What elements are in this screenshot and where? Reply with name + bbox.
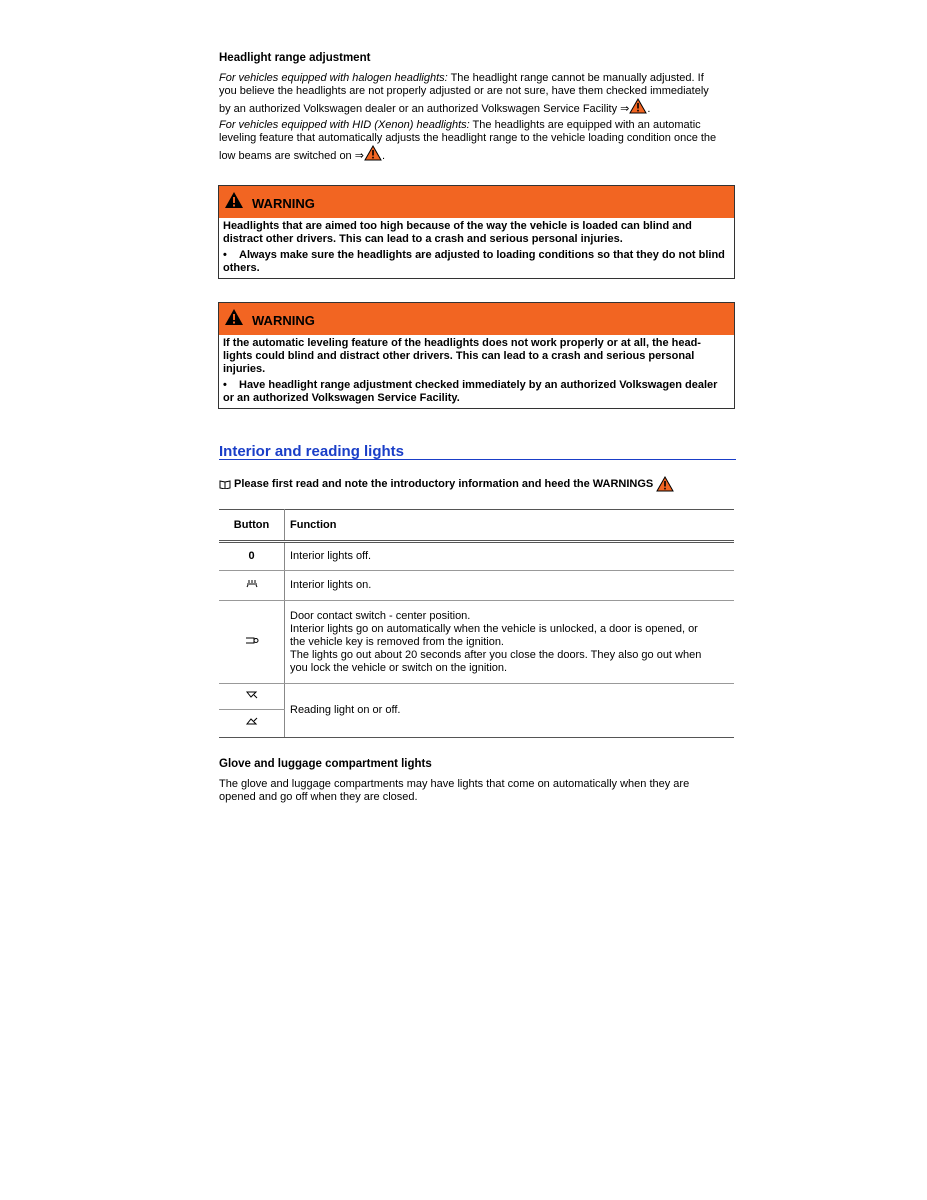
warning-text: Headlights that are aimed too high because of the way the vehicle is loaded can blind and distract other drivers. This can lead to a crash and serious personal injuries.: [223, 220, 692, 245]
warning-bullet: • Always make sure the headlights are adjusted to loading conditions so that they do not blind others.: [223, 249, 725, 274]
halogen-paragraph: [219, 72, 734, 116]
reading-light-icon: [245, 717, 259, 726]
button-symbol-reading-a: [219, 684, 285, 710]
halogen-text-1: The headlight range cannot be manually adjusted. If: [447, 72, 704, 84]
warning-body: [219, 218, 734, 278]
warning-label: WARNING: [252, 313, 315, 328]
warning-label: WARNING: [252, 196, 315, 211]
reading-light-icon: [245, 690, 259, 699]
off-symbol: 0: [248, 550, 255, 562]
halogen-text-2: you believe the headlights are not properly adjusted or are not sure, have them checked immediately: [219, 85, 709, 97]
table-row: [219, 542, 734, 571]
table-row: [219, 684, 734, 710]
intro-text: Please first read and note the introductory information and heed the WARNINGS: [234, 477, 654, 490]
button-symbol-door: [219, 601, 285, 684]
col-header-function: Function: [285, 510, 735, 542]
hid-label: For vehicles equipped with HID (Xenon) headlights:: [219, 119, 470, 131]
period: .: [381, 150, 386, 162]
warning-text: If the automatic leveling feature of the headlights does not work properly or at all, the head-lights could blind and distract other drivers. This can lead to a crash and serious personal injuries.: [223, 337, 701, 375]
halogen-text-3: by an authorized Volkswagen dealer or an authorized Volkswagen Service Facility ⇒: [219, 103, 630, 115]
door-contact-icon: [245, 636, 259, 645]
warning-header: [219, 186, 734, 218]
function-cell: Interior lights off.: [285, 542, 735, 571]
glove-line: opened and go off when they are closed.: [219, 791, 418, 803]
function-line: The lights go out about 20 seconds after you close the doors. They also go out when: [290, 648, 702, 661]
warning-triangle-icon: [656, 476, 674, 492]
function-line: the vehicle key is removed from the ignition.: [290, 635, 504, 648]
warning-box-2: [218, 302, 735, 409]
section-title-interior: Interior and reading lights: [219, 445, 736, 460]
warning-icon: [224, 308, 244, 326]
function-cell: Reading light on or off.: [285, 684, 735, 738]
halogen-label: For vehicles equipped with halogen headlights:: [219, 72, 448, 84]
hid-text-3: low beams are switched on ⇒: [219, 150, 364, 162]
hid-paragraph: [219, 119, 734, 163]
glove-paragraph: [219, 778, 734, 804]
warning-icon: [224, 191, 244, 209]
headlight-title: Headlight range adjustment: [219, 52, 371, 64]
book-icon: [219, 479, 231, 489]
hid-text-1: The headlights are equipped with an automatic: [469, 119, 701, 131]
function-cell: Interior lights on.: [285, 571, 735, 601]
period: .: [647, 103, 651, 115]
button-symbol-on: [219, 571, 285, 601]
glove-section: [219, 758, 734, 804]
glove-line: The glove and luggage compartments may have lights that come on automatically when they are: [219, 778, 690, 790]
warning-body: [219, 335, 734, 408]
col-header-button: Button: [219, 510, 285, 542]
headlight-section: [219, 52, 734, 163]
button-symbol-off: [219, 542, 285, 571]
function-line: you lock the vehicle or switch on the ignition.: [290, 661, 508, 674]
warning-header: [219, 303, 734, 335]
function-line: Door contact switch - center position.: [290, 609, 471, 622]
hid-text-2: leveling feature that automatically adjusts the headlight range to the vehicle loading condition once the: [219, 132, 717, 144]
function-cell: [285, 601, 735, 684]
interior-light-on-icon: [245, 579, 259, 588]
warning-triangle-icon: [364, 145, 382, 161]
table-row: [219, 601, 734, 684]
warning-triangle-icon: [629, 98, 647, 114]
warning-bullet-text: Always make sure the headlights are adjusted to loading conditions so that they do not blind others.: [223, 249, 725, 274]
warning-bullet: • Have headlight range adjustment checked immediately by an authorized Volkswagen dealer or an authorized Volkswagen Service Facility.: [223, 379, 718, 404]
warning-bullet-text: Have headlight range adjustment checked immediately by an authorized Volkswagen dealer or an authorized Volkswagen Service Facility.: [223, 379, 718, 404]
warning-box-1: [218, 185, 735, 279]
glove-title: Glove and luggage compartment lights: [219, 758, 432, 770]
lights-table: [219, 509, 734, 738]
button-symbol-reading-b: [219, 710, 285, 738]
intro-note: [219, 476, 674, 492]
function-line: Interior lights go on automatically when the vehicle is unlocked, a door is opened, or: [290, 622, 698, 635]
table-row: [219, 571, 734, 601]
table-header-row: [219, 510, 734, 542]
